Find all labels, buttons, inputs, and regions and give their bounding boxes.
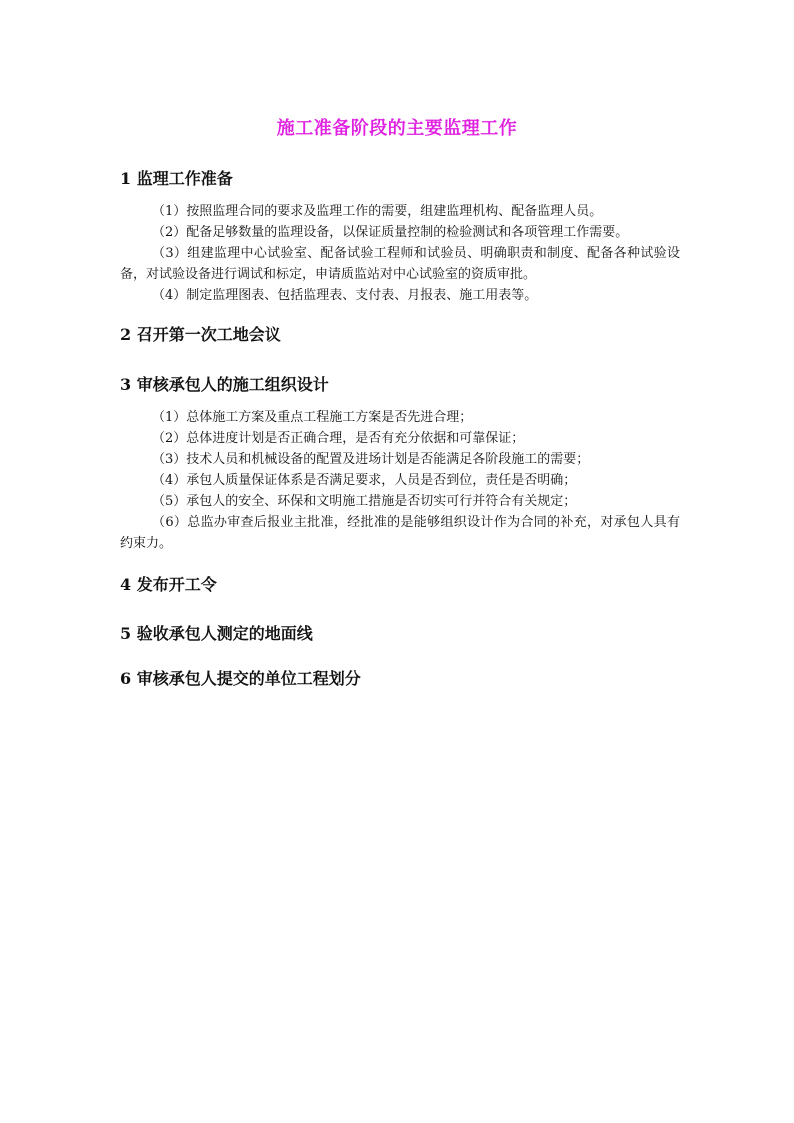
section-heading-4: 4 发布开工令	[120, 575, 217, 594]
section-heading-2: 2 召开第一次工地会议	[120, 325, 281, 344]
section-1-item-4	[120, 285, 680, 306]
section-3-item-2-text: （2）总体进度计划是否正确合理，是否有充分依据和可靠保证；	[152, 431, 525, 446]
section-3-item-3	[120, 449, 680, 470]
section-heading-6: 6 审核承包人提交的单位工程划分	[120, 669, 361, 688]
section-1-item-1	[120, 201, 680, 222]
section-3-item-2	[120, 428, 680, 449]
section-3-item-5	[120, 491, 680, 512]
section-3-item-1-text: （1）总体施工方案及重点工程施工方案是否先进合理；	[152, 410, 473, 425]
section-3-item-6: （6）总监办审查后报业主批准，经批准的是能够组织设计作为合同的补充，对承包人具有约束力。	[120, 515, 680, 551]
section-1-item-2-text: （2）配备足够数量的监理设备，以保证质量控制的检验测试和各项管理工作需要。	[152, 225, 629, 240]
section-heading-1: 1 监理工作准备	[120, 169, 233, 188]
section-heading-3: 3 审核承包人的施工组织设计	[120, 375, 329, 394]
section-1-item-3: （3）组建监理中心试验室、配备试验工程师和试验员、明确职责和制度、配备各种试验设备，对试验设备进行调试和标定，申请质监站对中心试验室的资质审批。	[120, 246, 680, 282]
section-3-item-5-text: （5）承包人的安全、环保和文明施工措施是否切实可行并符合有关规定；	[152, 494, 577, 509]
section-heading-5: 5 验收承包人测定的地面线	[120, 624, 313, 643]
section-3-item-3-text: （3）技术人员和机械设备的配置及进场计划是否能满足各阶段施工的需要；	[152, 452, 590, 467]
section-3-item-4-text: （4）承包人质量保证体系是否满足要求，人员是否到位，责任是否明确；	[152, 473, 577, 488]
section-1-item-1-text: （1）按照监理合同的要求及监理工作的需要，组建监理机构、配备监理人员。	[152, 204, 603, 219]
document-title: 施工准备阶段的主要监理工作	[276, 118, 518, 139]
section-1-item-4-text: （4）制定监理图表、包括监理表、支付表、月报表、施工用表等。	[152, 288, 538, 303]
section-3-item-1	[120, 407, 680, 428]
section-1-item-2	[120, 222, 680, 243]
section-3-item-4	[120, 470, 680, 491]
